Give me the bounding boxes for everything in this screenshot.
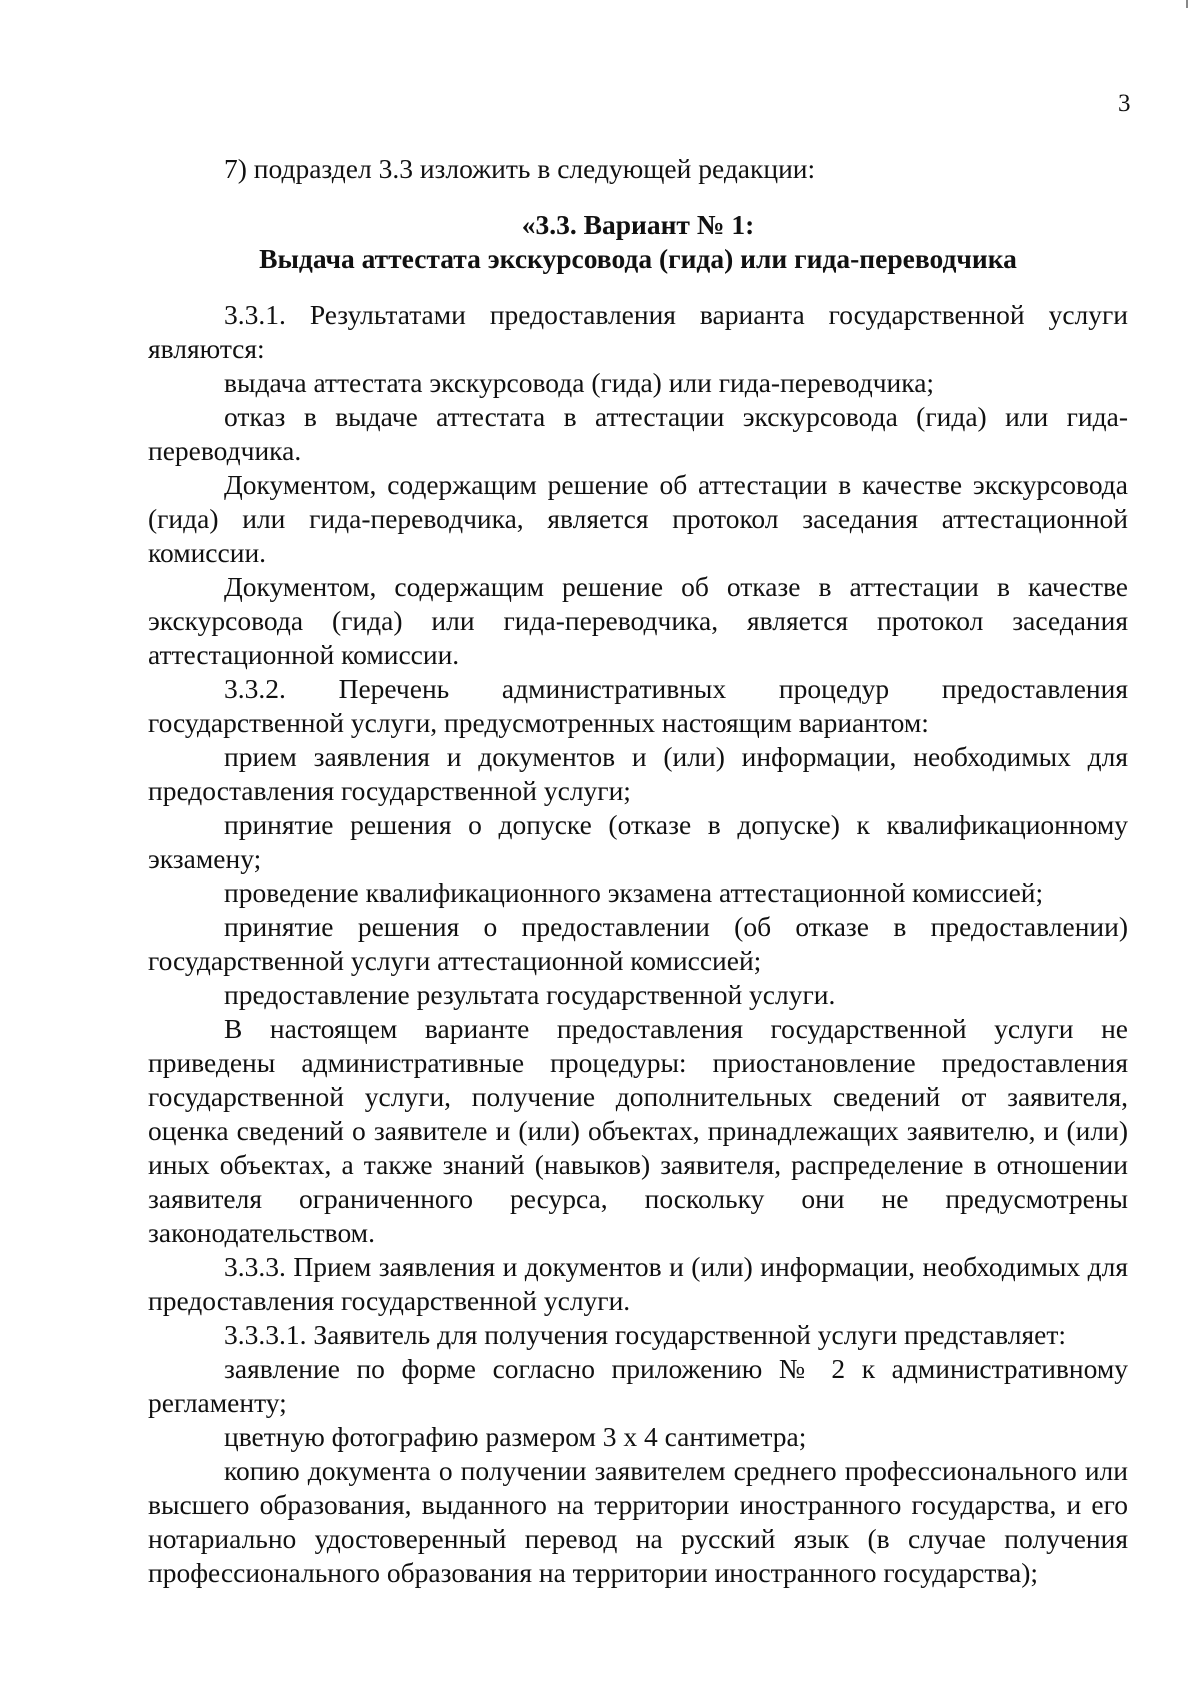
paragraph-document-decision: Документом, содержащим решение об аттестации в качестве экскурсовода (гида) или гида-переводчика, является протокол заседания аттестационной комиссии. [148,469,1128,568]
procedure-item: принятие решения о допуске (отказе в допуске) к квалификационному экзамену; [148,809,1128,874]
scan-edge-mark [1186,0,1188,8]
paragraph-3-3-3: 3.3.3. Прием заявления и документов и (или) информации, необходимых для предоставления государственной услуги. [148,1251,1128,1316]
procedure-item: прием заявления и документов и (или) информации, необходимых для предоставления государственной услуги; [148,741,1128,806]
section-heading-line-2: Выдача аттестата экскурсовода (гида) или гида-переводчика [259,243,1017,274]
paragraph-3-3-2: 3.3.2. Перечень административных процедур предоставления государственной услуги, предусмотренных настоящим вариантом: [148,673,1128,738]
paragraph-result-refusal: отказ в выдаче аттестата в аттестации экскурсовода (гида) или гида-переводчика. [148,401,1128,466]
document-list-item: заявление по форме согласно приложению № 2 к административному регламенту; [148,1353,1128,1418]
paragraph-document-refusal: Документом, содержащим решение об отказе в аттестации в качестве экскурсовода (гида) или гида-переводчика, является протокол заседания аттестационной комиссии. [148,571,1128,670]
paragraph-excluded-procedures: В настоящем варианте предоставления государственной услуги не приведены административные процедуры: приостановление предоставления государственной услуги, получение дополнительных сведений от заявителя, оценка сведений о заявителе и (или) объектах, принадлежащих заявителю, и (или) иных объектах, а также знаний (навыков) заявителя, распределение в отношении заявителя ограниченного ресурса, поскольку они не предусмотрены законодательством. [148,1013,1128,1248]
page-number: 3 [1118,90,1131,117]
section-heading [148,208,1128,276]
document-body [148,152,1128,1590]
procedure-item: проведение квалификационного экзамена аттестационной комиссией; [224,877,1044,908]
paragraph-3-3-1: 3.3.1. Результатами предоставления варианта государственной услуги являются: [148,299,1128,364]
paragraph-result-issue: выдача аттестата экскурсовода (гида) или гида-переводчика; [224,367,935,398]
intro-line: 7) подраздел 3.3 изложить в следующей редакции: [224,153,816,184]
procedure-item: принятие решения о предоставлении (об отказе в предоставлении) государственной услуги аттестационной комиссией; [148,911,1128,976]
paragraph-3-3-3-1: 3.3.3.1. Заявитель для получения государственной услуги представляет: [224,1319,1066,1350]
document-list-item: цветную фотографию размером 3 х 4 сантиметра; [224,1421,807,1452]
document-list-item: копию документа о получении заявителем среднего профессионального или высшего образования, выданного на территории иностранного государства, и его нотариально удостоверенный перевод на русский язык (в случае получения профессионального образования на территории иностранного государства); [148,1455,1128,1588]
procedure-item: предоставление результата государственной услуги. [224,979,836,1010]
section-heading-line-1: «3.3. Вариант № 1: [521,209,755,240]
